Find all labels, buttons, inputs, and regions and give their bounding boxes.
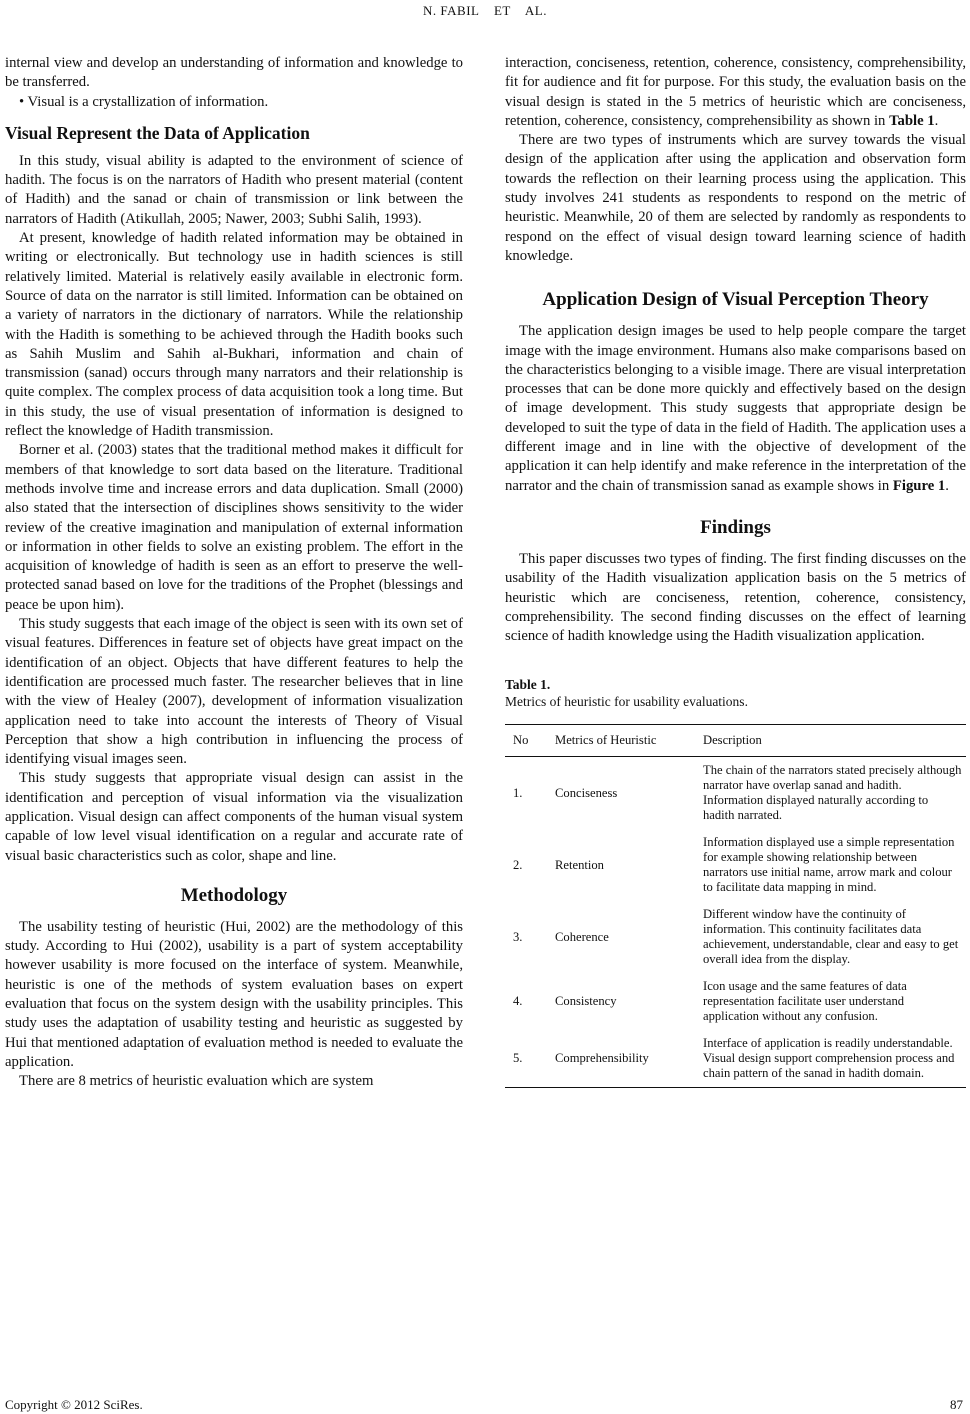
paragraph: There are 8 metrics of heuristic evaluation which are system xyxy=(19,1073,374,1090)
table-row xyxy=(505,973,966,1030)
table-row xyxy=(505,901,966,973)
paragraph: Borner et al. (2003) states that the traditional method makes it difficult for members of that knowledge to sort data based on the literature. Traditional methods involve time and increase errors and data duplication. Small (2000) also stated that the intersection of disciplines shows sensitivity to the wider review of the creative imagination and manipulation of external information or information in other fields to solve an existing problem. The effort in the acquisition of knowledge of hadith is seen as an effort to preserve the well-protected sanad based on love for the traditions of the Prophet (blessings and peace be upon him). xyxy=(5,442,463,613)
page-number: 87 xyxy=(950,1397,963,1412)
bullet-item: • Visual is a crystallization of information. xyxy=(19,93,269,110)
table-row xyxy=(505,829,966,901)
row-number: 4. xyxy=(513,994,523,1009)
paragraph-end: . xyxy=(945,477,949,494)
table-caption xyxy=(505,676,966,710)
footer-copyright: Copyright © 2012 SciRes. xyxy=(5,1397,143,1412)
row-metric: Retention xyxy=(555,857,604,872)
section-heading-application-design: Application Design of Visual Perception Theory xyxy=(542,289,929,311)
row-number: 5. xyxy=(505,1030,551,1088)
table-row xyxy=(505,1030,966,1088)
column-header-metric: Metrics of Heuristic xyxy=(551,725,699,757)
paragraph: At present, knowledge of hadith related information may be obtained in writing or electronically. But technology use in hadith sciences is still relatively limited. Material is relatively easily available in electronic form. Source of data on the narrator is still limited. Information can be obtained on a variety of narrators in the dictionary of narrators. While the relationship with the Hadith is something to be achieved through the Hadith books such as Sahih Muslim and Sahih al-Bukhari, information and chain of transmission (sanad) occurs through many narrators and their relationship is quite complex. The complex process of data acquisition took a long time. But in this study, the use of visual presentation of information is designed to reflect the knowledge of Hadith transmission. xyxy=(5,230,463,440)
figure-reference: Figure 1 xyxy=(892,477,946,494)
column-header-description: Description xyxy=(699,725,966,757)
row-description: Icon usage and the same features of data representation facilitate user understand application without any confusion. xyxy=(703,979,907,1024)
row-description: Information displayed use a simple representation for example showing relationship between narrators use initial name, arrow mark and colour to facilitate data mapping in mind. xyxy=(703,835,955,895)
row-metric: Conciseness xyxy=(555,785,618,800)
intro-paragraph: internal view and develop an understanding of information and knowledge to be transferred. xyxy=(5,55,463,91)
paragraph: This paper discusses two types of finding. The first finding discusses on the usability of the Hadith visualization application basis on the 5 metrics of heuristic which are conciseness, retention, coherence, consistency, comprehensibility. The second finding discusses on the effect of learning science of hadith knowledge using the Hadith visualization application. xyxy=(505,550,966,645)
row-number: 2. xyxy=(513,857,523,872)
row-metric: Consistency xyxy=(555,994,617,1009)
row-metric: Coherence xyxy=(555,929,609,944)
paragraph xyxy=(505,54,966,131)
row-number: 3. xyxy=(513,929,523,944)
paragraph: This study suggests that appropriate visual design can assist in the identification and perception of visual information via the visualization application. Visual design can affect components of the human visual system capable of low level visual identification on a regular and accurate rate of visual basic characteristics such as color, shape and line. xyxy=(5,770,463,864)
running-head: N. FABIL ET AL. xyxy=(422,3,547,18)
right-column xyxy=(505,54,966,1088)
paragraph-text: The application design images be used to help people compare the target image with the image environment. Humans also make comparisons based on the characteristics belonging to a visible image. There are visual interpretation processes that can be done more quickly and effectively based on the design of image development. This study suggests that appropriate design be developed to suit the type of data in the field of Hadith. The application uses a different image and in line with the objective of development of the application it can help identify and make reference in the interpretation of the narrator and the chain of transmission sanad as example shows in xyxy=(505,323,966,494)
table-header-row xyxy=(505,725,966,757)
paragraph: There are two types of instruments which are survey towards the visual design of the application after using the application and observation form towards the reflection on their learning process using the application. This study involves 241 students as respondents to respond on the metric of heuristic. Meanwhile, 20 of them are selected by randomly as respondents to respond on the effect of visual design toward learning science of hadith knowledge. xyxy=(505,132,966,264)
table-label: Table 1. xyxy=(505,677,551,693)
row-description: Interface of application is readily understandable. Visual design support comprehension process and chain pattern of the sanad in hadith domain. xyxy=(699,1030,966,1088)
section-heading-visual-represent: Visual Represent the Data of Application xyxy=(5,122,310,143)
row-description: Different window have the continuity of information. This continuity facilitates data achievement, understandable, clear and easy to get overall idea from the display. xyxy=(703,907,959,967)
table-caption-text: Metrics of heuristic for usability evaluations. xyxy=(505,694,748,710)
row-description: The chain of the narrators stated precisely although narrator have overlap sanad and hadith. Information displayed naturally according to hadith narrated. xyxy=(703,763,962,823)
table-row xyxy=(505,757,966,830)
paragraph-text: interaction, conciseness, retention, coherence, consistency, comprehensibility, fit for audience and fit for purpose. For this study, the evaluation basis on the visual design is stated in the 5 metrics of heuristic which are conciseness, retention, coherence, consistency, comprehensibility as shown in xyxy=(505,55,966,129)
table-reference: Table 1 xyxy=(889,112,935,129)
paragraph: In this study, visual ability is adapted to the environment of science of hadith. The focus is on the narrators of Hadith who present material (content of Hadith) and the sanad or chain of transmission or link between the narrators of Hadith (Atikullah, 2005; Nawer, 2003; Subhi Salih, 1993). xyxy=(5,152,463,227)
column-header-no: No xyxy=(505,725,551,757)
heuristic-metrics-table xyxy=(505,724,966,1088)
paragraph: The usability testing of heuristic (Hui, 2002) are the methodology of this study. According to Hui (2002), usability is a part of system acceptability however usability is more focused on the interface of system. Meanwhile, heuristic is one of the methods of system evaluation bases on expert evaluation that focus on the system design with the usability principles. This study uses the adaptation of usability testing and heuristic as suggested by Hui that mentioned adaptation of evaluation method is needed to evaluate the application. xyxy=(5,918,463,1070)
left-column xyxy=(5,54,463,1092)
section-heading-findings: Findings xyxy=(700,516,771,538)
paragraph: This study suggests that each image of the object is seen with its own set of visual features. Differences in feature set of objects have great impact on the identification of an object. Objects that have different features to help the identification are processed much faster. The researcher believes that in line with the view of Healey (2007), development of information visualization application need to take into account the interests of Theory of Visual Perception that show a high contribution in influencing the process of identifying visual images seen. xyxy=(5,616,463,768)
paragraph xyxy=(505,322,966,496)
row-metric: Comprehensibility xyxy=(551,1030,699,1088)
row-number: 1. xyxy=(513,785,523,800)
section-heading-methodology: Methodology xyxy=(180,884,288,906)
paragraph-end: . xyxy=(934,112,939,129)
